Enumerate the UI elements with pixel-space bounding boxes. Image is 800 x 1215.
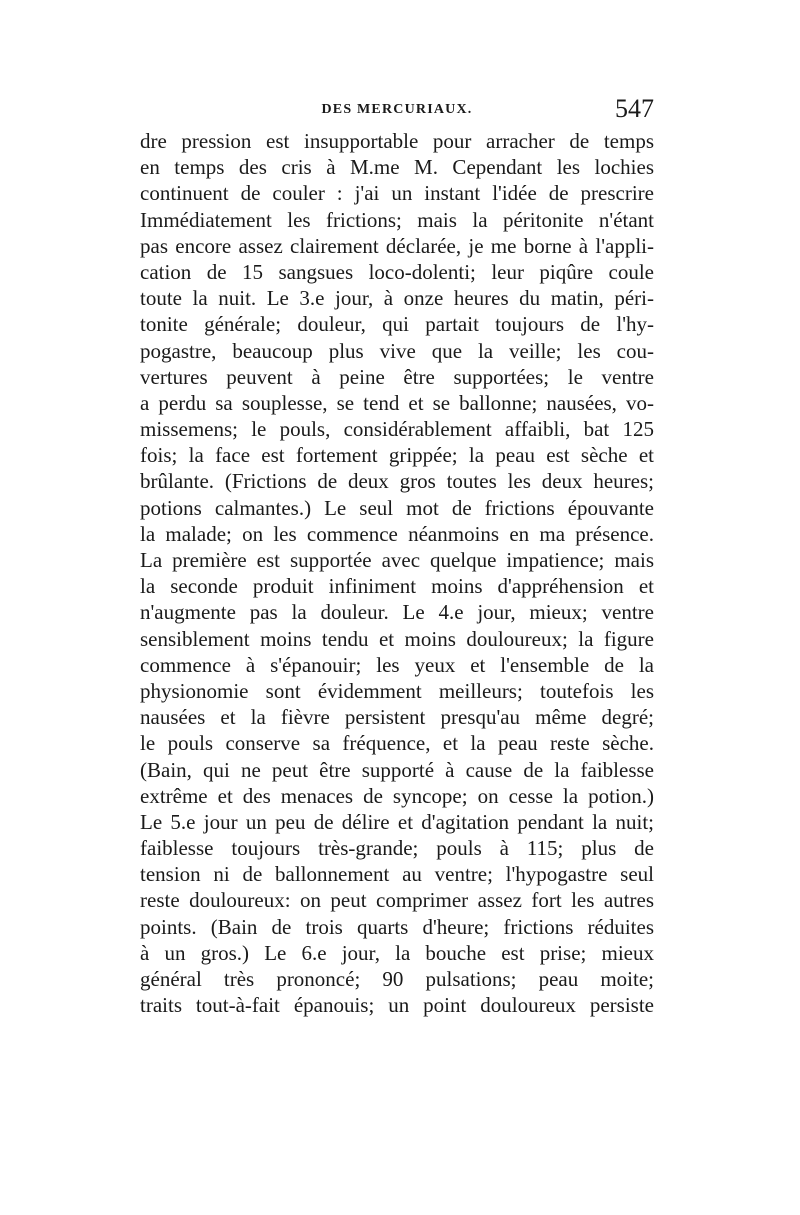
text-line: pas encore assez clairement déclarée, je me borne à l'appli- bbox=[140, 233, 654, 258]
text-line: sensiblement moins tendu et moins douloureux; la figure bbox=[140, 626, 654, 651]
text-line: tension ni de ballonnement au ventre; l'hypogastre seul bbox=[140, 862, 654, 887]
text-line: missemens; le pouls, considérablement affaibli, bat 125 bbox=[140, 417, 654, 442]
text-line: nausées et la fièvre persistent presqu'au même degré; bbox=[140, 705, 654, 730]
text-line: Immédiatement les frictions; mais la péritonite n'étant bbox=[140, 207, 654, 232]
page-header bbox=[140, 96, 654, 126]
page-number: 547 bbox=[615, 94, 654, 123]
text-line: cation de 15 sangsues loco-dolenti; leur piqûre coule bbox=[140, 259, 654, 284]
text-line: physionomie sont évidemment meilleurs; toutefois les bbox=[140, 678, 654, 703]
text-line: traits tout-à-fait épanouis; un point douloureux persiste bbox=[140, 993, 654, 1018]
text-line: en temps des cris à M.me M. Cependant les lochies bbox=[140, 155, 654, 180]
text-line: Le 5.e jour un peu de délire et d'agitation pendant la nuit; bbox=[140, 809, 654, 834]
text-line: commence à s'épanouir; les yeux et l'ensemble de la bbox=[140, 652, 654, 677]
text-line: à un gros.) Le 6.e jour, la bouche est prise; mieux bbox=[140, 940, 654, 965]
text-line: La première est supportée avec quelque impatience; mais bbox=[140, 548, 654, 572]
text-line: tonite générale; douleur, qui partait toujours de l'hy- bbox=[140, 312, 654, 337]
text-line: la malade; on les commence néanmoins en ma présence. bbox=[140, 521, 654, 546]
text-line: n'augmente pas la douleur. Le 4.e jour, mieux; ventre bbox=[140, 600, 654, 625]
text-line: général très prononcé; 90 pulsations; peau moite; bbox=[140, 967, 654, 991]
text-line: le pouls conserve sa fréquence, et la peau reste sèche. bbox=[140, 731, 654, 756]
text-line: vertures peuvent à peine être supportées; le ventre bbox=[140, 364, 654, 389]
text-line: a perdu sa souplesse, se tend et se ballonne; nausées, vo- bbox=[140, 390, 654, 415]
text-line: brûlante. (Frictions de deux gros toutes les deux heures; bbox=[140, 469, 654, 494]
text-line: toute la nuit. Le 3.e jour, à onze heures du matin, péri- bbox=[140, 286, 654, 311]
text-line: fois; la face est fortement grippée; la peau est sèche et bbox=[140, 443, 654, 468]
text-line: (Bain, qui ne peut être supporté à cause de la faiblesse bbox=[140, 757, 654, 782]
running-head: DES MERCURIAUX. bbox=[321, 102, 473, 117]
text-line: continuent de couler : j'ai un instant l'idée de prescrire bbox=[140, 181, 654, 206]
text-line: dre pression est insupportable pour arracher de temps bbox=[140, 129, 654, 153]
text-line: points. (Bain de trois quarts d'heure; frictions réduites bbox=[140, 914, 654, 939]
text-line: pogastre, beaucoup plus vive que la veille; les cou- bbox=[140, 338, 654, 363]
text-line: faiblesse toujours très-grande; pouls à 115; plus de bbox=[140, 836, 654, 861]
text-line: extrême et des menaces de syncope; on cesse la potion.) bbox=[140, 783, 654, 808]
text-line: potions calmantes.) Le seul mot de frictions épouvante bbox=[140, 495, 654, 520]
text-line: reste douloureux: on peut comprimer assez fort les autres bbox=[140, 888, 654, 913]
body-text bbox=[140, 128, 654, 1018]
text-line: la seconde produit infiniment moins d'appréhension et bbox=[140, 574, 654, 599]
